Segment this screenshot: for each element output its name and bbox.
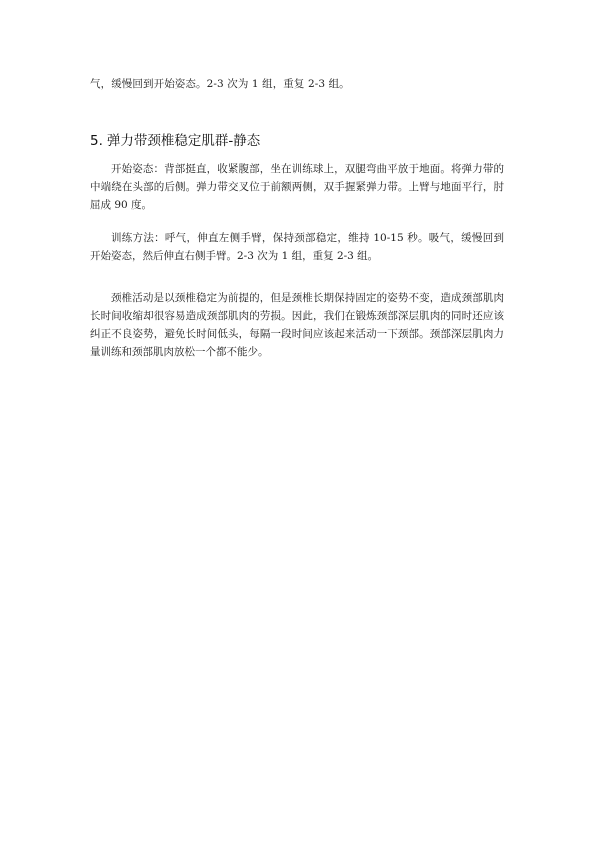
- method-paragraph: 训练方法：呼气，伸直左侧手臂，保持颈部稳定，维持 10-15 秒。吸气，缓慢回到开始姿态，然后伸直右侧手臂。2-3 次为 1 组，重复 2-3 组。: [90, 232, 504, 262]
- section-heading: [90, 132, 260, 150]
- start-pose-paragraph: 开始姿态：背部挺直，收紧腹部，坐在训练球上，双腿弯曲平放于地面。将弹力带的中端绕在头部的后侧。弹力带交叉位于前额两侧，双手握紧弹力带。上臂与地面平行，肘屈成 90 度。: [90, 163, 504, 211]
- section-number: 5.: [90, 133, 103, 149]
- section-title: 弹力带颈椎稳定肌群-静态: [106, 133, 261, 149]
- continuation-text: 气，缓慢回到开始姿态。2-3 次为 1 组，重复 2-3 组。: [90, 78, 350, 90]
- summary-paragraph: 颈椎活动是以颈椎稳定为前提的，但是颈椎长期保持固定的姿势不变，造成颈部肌肉长时间收缩却很容易造成颈部肌肉的劳损。因此，我们在锻炼颈部深层肌肉的同时还应该纠正不良姿势，避免长时间低头，每隔一段时间应该起来活动一下颈部。颈部深层肌肉力量训练和颈部肌肉放松一个都不能少。: [90, 292, 504, 358]
